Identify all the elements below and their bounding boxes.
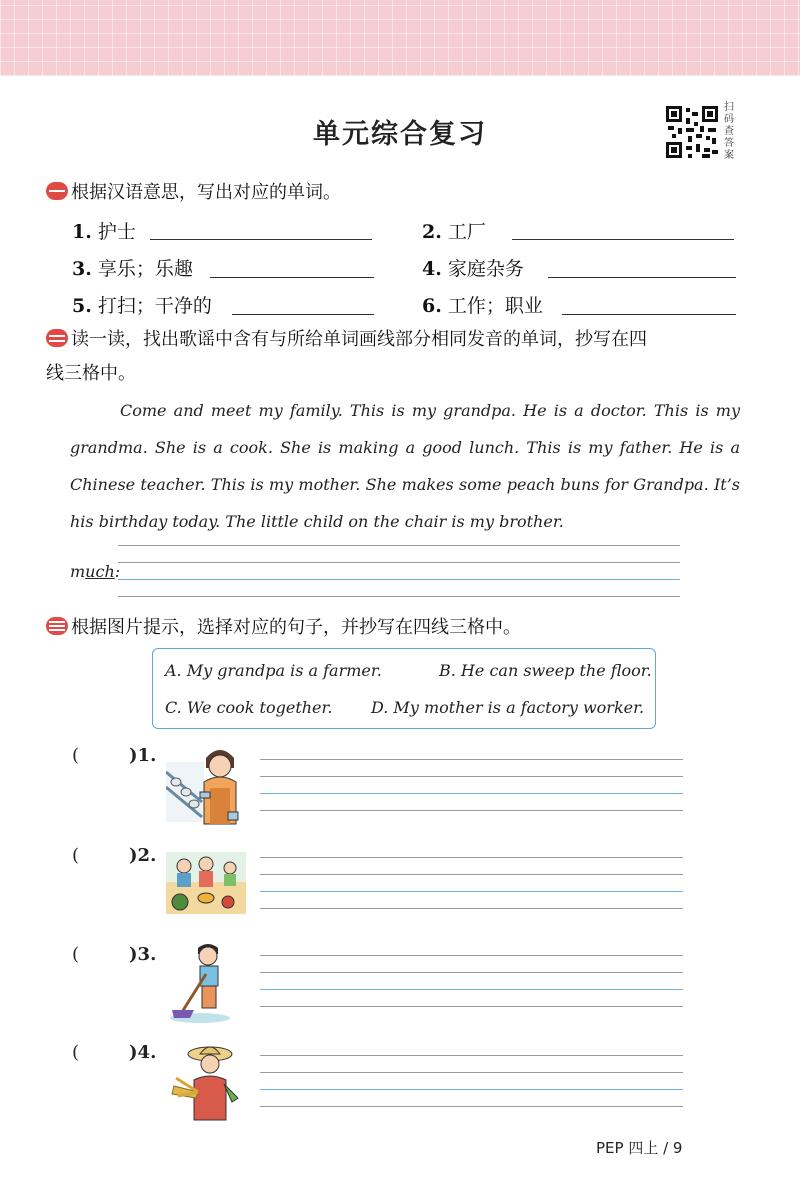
guide-line <box>260 1055 683 1056</box>
guide-line <box>260 908 683 909</box>
qr-label: 扫码查答案 <box>724 102 734 161</box>
item-3 <box>72 254 193 281</box>
guide-line <box>260 857 683 858</box>
four-line-writing-area-4[interactable] <box>260 1055 683 1109</box>
item-4 <box>422 254 524 281</box>
guide-line <box>260 955 683 956</box>
item-text: 打扫；干净的 <box>97 295 212 317</box>
guide-line <box>260 989 683 990</box>
farmer-picture <box>168 1040 246 1126</box>
answer-bracket-1[interactable] <box>72 745 156 766</box>
section-1-instruction: 根据汉语意思，写出对应的单词。 <box>71 182 341 203</box>
item-number: 6. <box>422 295 442 317</box>
question-number: )4. <box>129 1042 157 1063</box>
section-1-heading <box>46 176 341 210</box>
option-c: C. We cook together. <box>165 698 333 717</box>
section-3-badge <box>46 617 68 635</box>
four-line-writing-area-1[interactable] <box>260 759 683 813</box>
item-5 <box>72 291 212 318</box>
section-3-instruction: 根据图片提示，选择对应的句子，并抄写在四线三格中。 <box>71 617 521 638</box>
four-line-writing-area[interactable] <box>118 545 680 599</box>
guide-line <box>260 776 683 777</box>
four-line-writing-area-3[interactable] <box>260 955 683 1009</box>
question-number: )3. <box>129 944 157 965</box>
guide-line <box>260 1072 683 1073</box>
family-cooking-picture <box>166 852 246 914</box>
item-number: 1. <box>72 221 92 243</box>
guide-line <box>118 562 680 563</box>
item-text: 工厂 <box>447 221 486 243</box>
guide-line <box>260 1006 683 1007</box>
item-number: 4. <box>422 258 442 280</box>
bracket-open: ( <box>72 745 80 766</box>
page-title: 单元综合复习 <box>313 119 487 150</box>
answer-line-3[interactable] <box>210 277 374 278</box>
guide-line <box>260 1089 683 1090</box>
item-number: 5. <box>72 295 92 317</box>
four-line-writing-area-2[interactable] <box>260 857 683 911</box>
guide-line <box>260 1106 683 1107</box>
answer-bracket-4[interactable] <box>72 1042 156 1063</box>
answer-line-6[interactable] <box>562 314 736 315</box>
page-footer: PEP 四上 / 9 <box>596 1139 683 1157</box>
target-word-much <box>70 562 120 581</box>
worker-factory-picture <box>166 742 244 828</box>
section-1-badge <box>46 182 68 200</box>
question-number: )2. <box>129 845 157 866</box>
guide-line <box>260 874 683 875</box>
section-3-heading <box>46 611 521 645</box>
item-2 <box>422 217 486 244</box>
word-underlined-part: uch <box>85 562 115 581</box>
answer-bracket-2[interactable] <box>72 845 156 866</box>
guide-line <box>260 759 683 760</box>
item-text: 护士 <box>97 221 136 243</box>
word-part: : <box>114 562 121 581</box>
item-6 <box>422 291 543 318</box>
answer-line-5[interactable] <box>232 314 374 315</box>
guide-line <box>260 810 683 811</box>
answer-line-4[interactable] <box>548 277 736 278</box>
word-part: m <box>70 562 86 581</box>
option-a: A. My grandpa is a farmer. <box>165 661 382 680</box>
qr-code[interactable] <box>664 104 720 160</box>
section-2-instruction-line1: 读一读，找出歌谣中含有与所给单词画线部分相同发音的单词，抄写在四 <box>71 329 647 350</box>
item-text: 家庭杂务 <box>447 258 524 280</box>
item-text: 享乐；乐趣 <box>97 258 193 280</box>
item-number: 2. <box>422 221 442 243</box>
guide-line <box>260 972 683 973</box>
section-2-badge <box>46 329 68 347</box>
option-b: B. He can sweep the floor. <box>439 661 652 680</box>
item-text: 工作；职业 <box>447 295 543 317</box>
answer-line-2[interactable] <box>512 239 734 240</box>
guide-line <box>118 596 680 597</box>
options-box <box>152 648 656 729</box>
bracket-open: ( <box>72 845 80 866</box>
guide-line <box>260 793 683 794</box>
guide-line <box>118 579 680 580</box>
item-1 <box>72 217 136 244</box>
answer-bracket-3[interactable] <box>72 944 156 965</box>
bracket-open: ( <box>72 1042 80 1063</box>
guide-line <box>260 891 683 892</box>
question-number: )1. <box>129 745 157 766</box>
option-d: D. My mother is a factory worker. <box>371 698 645 717</box>
guide-line <box>118 545 680 546</box>
bracket-open: ( <box>72 944 80 965</box>
answer-line-1[interactable] <box>150 239 372 240</box>
top-decorative-band <box>0 0 800 76</box>
chant-passage: Come and meet my family. This is my grandpa. He is a doctor. This is my grandma. She is a cook. She is making a good lunch. This is my father. He is a Chinese teacher. This is my mother. She makes some peach buns for Grandpa. It’s his birthday today. The little child on the chair is my brother. <box>70 401 740 531</box>
boy-sweeping-picture <box>170 940 236 1024</box>
section-2-heading <box>46 323 746 391</box>
item-number: 3. <box>72 258 92 280</box>
section-2-instruction-line2: 线三格中。 <box>46 363 136 384</box>
